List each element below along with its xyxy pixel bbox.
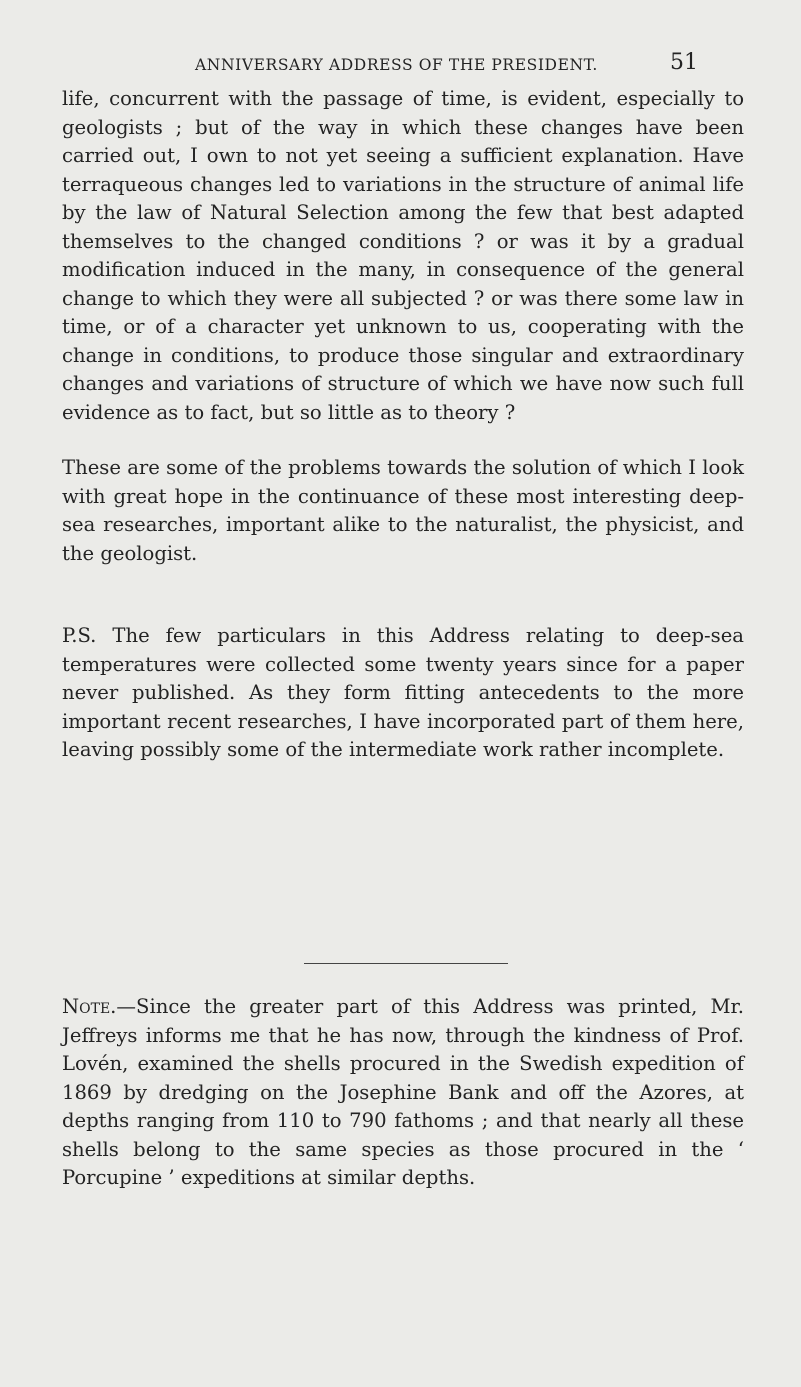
paragraph-2: These are some of the problems towards the solution of which I look with great hope in the continuance of these most interesting deep-sea researches, important alike to the naturalist, the physicist, and the geologist.	[62, 456, 744, 565]
section-divider	[304, 963, 508, 964]
note-label: Note.	[62, 995, 117, 1018]
page-number: 51	[670, 50, 698, 75]
note-text: —Since the greater part of this Address was printed, Mr. Jeffreys informs me that he has now, through the kindness of Prof. Lovén, examined the shells procured in the Swedish expedition of 1869 by dredging on the Josephine Bank and off the Azores, at depths ranging from 110 to 790 fathoms ; and that nearly all these shells belong to the same species as those procured in the ‘ Porcupine ’ expeditions at similar depths.	[62, 995, 744, 1189]
running-head: ANNIVERSARY ADDRESS OF THE PRESIDENT.	[195, 56, 598, 74]
postscript-paragraph: P.S. The few particulars in this Address relating to deep-sea temperatures were collected some twenty years since for a paper never published. As they form fitting antecedents to the more important recent researches, I have incorporated part of them here, leaving possibly some of the intermediate work rather incomplete.	[62, 624, 744, 761]
note-paragraph	[62, 993, 744, 1193]
paragraph-1: life, concurrent with the passage of time, is evident, especially to geologists ; but of the way in which these changes have been carried out, I own to not yet seeing a sufficient explanation. Have terraqueous changes led to variations in the structure of animal life by the law of Natural Selection among the few that best adapted themselves to the changed conditions ? or was it by a gradual modification induced in the many, in consequence of the general change to which they were all subjected ? or was there some law in time, or of a character yet unknown to us, cooperating with the change in conditions, to produce those singular and extraordinary changes and variations of structure of which we have now such full evidence as to fact, but so little as to theory ?	[62, 87, 744, 424]
